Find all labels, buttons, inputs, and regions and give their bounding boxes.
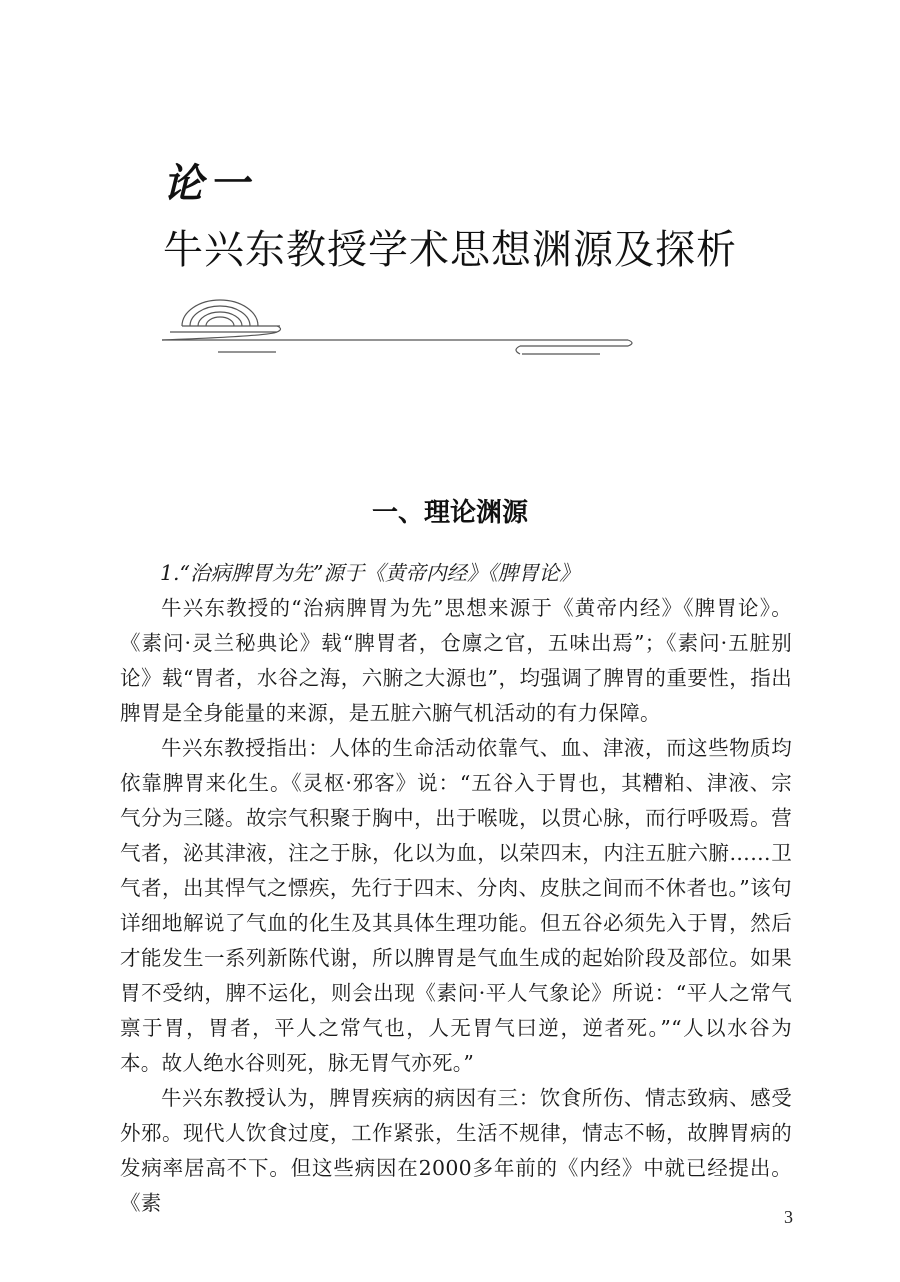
subheading: 1.“治病脾胃为先”源于《黄帝内经》《脾胃论》 [160, 561, 580, 585]
chapter-title: 牛兴东教授学术思想渊源及探析 [163, 227, 737, 273]
page-number: 3 [784, 1207, 793, 1227]
chapter-label: 论一 [163, 160, 255, 207]
paragraph: 牛兴东教授的“治病脾胃为先”思想来源于《黄帝内经》《脾胃论》。《素问·灵兰秘典论》载“脾胃者，仓廪之官，五味出焉”；《素问·五脏别论》载“胃者，水谷之海，六腑之大源也”，均强调了脾胃的重要性，指出脾胃是全身能量的来源，是五脏六腑气机活动的有力保障。 [120, 596, 792, 725]
paragraph: 牛兴东教授指出：人体的生命活动依靠气、血、津液，而这些物质均依靠脾胃来化生。《灵枢·邪客》说：“五谷入于胃也，其糟粕、津液、宗气分为三隧。故宗气积聚于胸中，出于喉咙，以贯心脉，而行呼吸焉。营气者，泌其津液，注之于脉，化以为血，以荣四末，内注五脏六腑……卫气者，出其悍气之慓疾，先行于四末、分肉、皮肤之间而不休者也。”该句详细地解说了气血的化生及其具体生理功能。但五谷必须先入于胃，然后才能发生一系列新陈代谢，所以脾胃是气血生成的起始阶段及部位。如果胃不受纳，脾不运化，则会出现《素问·平人气象论》所说：“平人之常气禀于胃，胃者，平人之常气也，人无胃气曰逆，逆者死。”“人以水谷为本。故人绝水谷则死，脉无胃气亦死。” [120, 736, 792, 1075]
scroll-curl-left [162, 326, 281, 340]
scroll-curl-right [520, 340, 632, 346]
paragraph: 牛兴东教授认为，脾胃疾病的病因有三：饮食所伤、情志致病、感受外邪。现代人饮食过度，工作紧张，生活不规律，情志不畅，故脾胃病的发病率居高不下。但这些病因在2000多年前的《内经》中就已经提出。《素 [120, 1086, 792, 1215]
scroll-curl-bottom [516, 346, 520, 354]
cloud-arc-outer [182, 300, 258, 326]
section-heading: 一、理论渊源 [371, 498, 528, 528]
cloud-arc-core [206, 317, 234, 326]
cloud-arc-inner [198, 312, 242, 326]
body-text [120, 556, 792, 1221]
cloud-ornament [160, 292, 640, 364]
